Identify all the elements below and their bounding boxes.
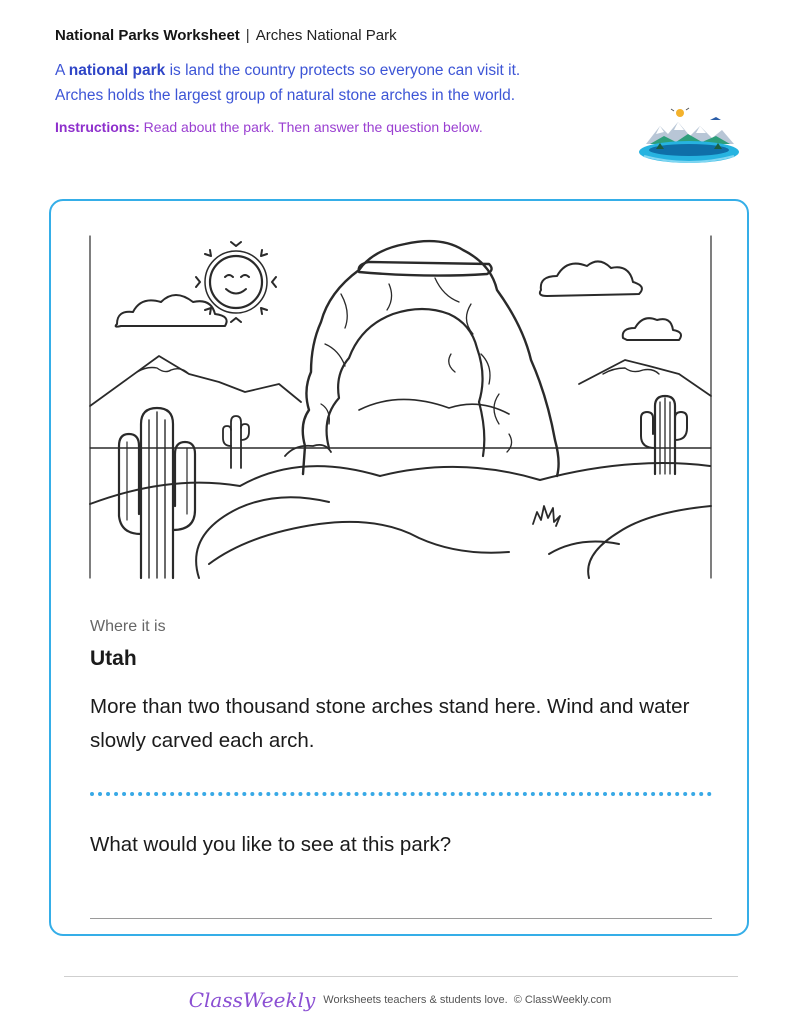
- delicate-arch: [285, 241, 559, 476]
- intro-text: [55, 58, 615, 108]
- worksheet-title: National Parks Worksheet: [55, 27, 240, 44]
- question-prompt: What would you like to see at this park?: [90, 833, 452, 856]
- intro-prefix: A: [55, 62, 69, 79]
- instructions-text: Read about the park. Then answer the question below.: [139, 119, 483, 135]
- location-value: Utah: [90, 647, 137, 670]
- intro-line-1: [55, 58, 615, 83]
- brand-logo: ClassWeekly: [188, 988, 316, 1012]
- sun-icon: [196, 242, 276, 322]
- worksheet-subtitle: Arches National Park: [255, 27, 397, 44]
- instructions: [55, 117, 483, 137]
- intro-suffix: is land the country protects so everyone can visit it.: [165, 62, 521, 79]
- footer-copyright: © ClassWeekly.com: [513, 994, 612, 1006]
- mountain-lake-icon: [636, 106, 742, 168]
- intro-line-2: Arches holds the largest group of natural stone arches in the world.: [55, 87, 516, 104]
- cactus-small-left: [223, 416, 249, 468]
- location-label: Where it is: [90, 618, 166, 635]
- instructions-label: Instructions:: [55, 119, 140, 135]
- arch-landscape-illustration: [89, 234, 712, 580]
- header-separator: |: [245, 27, 250, 44]
- worksheet-header: [55, 26, 397, 46]
- answer-line[interactable]: [90, 918, 712, 919]
- footer-tagline: Worksheets teachers & students love.: [323, 994, 508, 1006]
- park-description: More than two thousand stone arches stand here. Wind and water slowly carved each arch.: [90, 695, 690, 752]
- cactus-large: [119, 408, 195, 578]
- footer: [0, 988, 800, 1012]
- intro-term: national park: [68, 62, 166, 79]
- footer-divider: [64, 976, 738, 977]
- dotted-divider: [90, 792, 712, 796]
